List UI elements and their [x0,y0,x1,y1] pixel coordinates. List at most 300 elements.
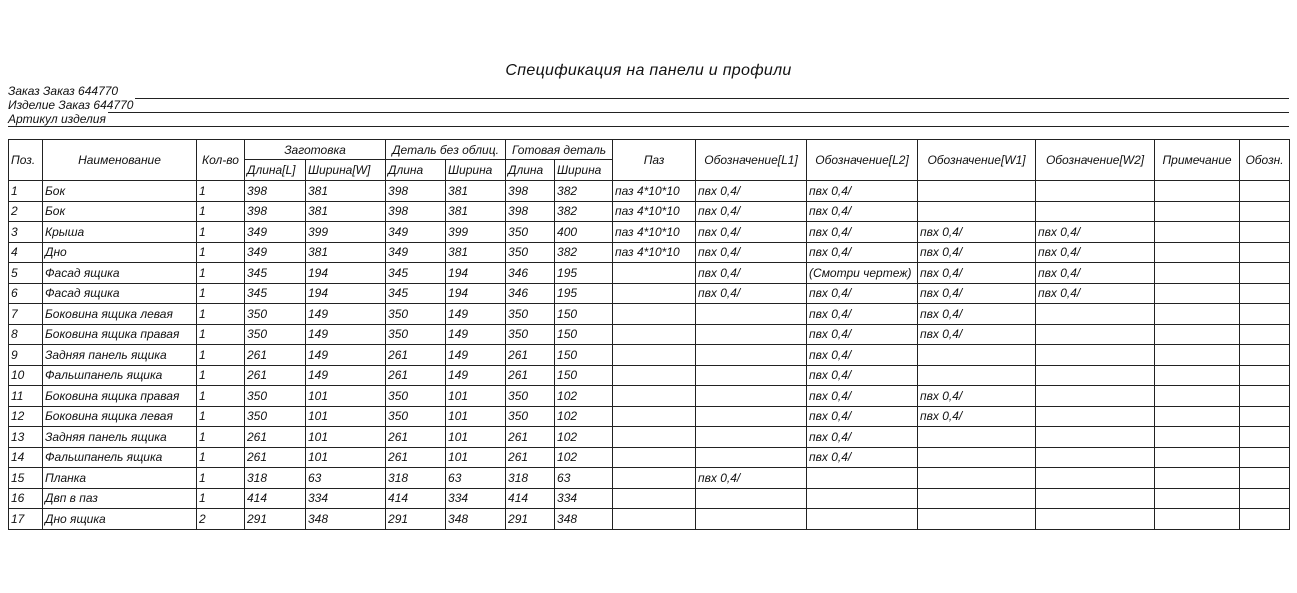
qty-cell: 1 [197,447,245,468]
fin-length-cell: 398 [506,201,555,222]
fin-width-cell: 150 [555,324,613,345]
edge-l2-cell: пвх 0,4/ [807,324,918,345]
header-edge-w2: Обозначение[W2] [1036,140,1155,181]
designation-cell [1240,283,1290,304]
note-cell [1155,304,1240,325]
blank-length-cell: 349 [245,242,306,263]
groove-cell: паз 4*10*10 [613,201,696,222]
edge-w2-cell [1036,427,1155,448]
qty-cell: 1 [197,324,245,345]
edge-w2-cell: пвх 0,4/ [1036,263,1155,284]
groove-cell [613,365,696,386]
header-pos: Поз. [9,140,43,181]
fin-width-cell: 334 [555,488,613,509]
name-cell: Фальшпанель ящика [43,365,197,386]
note-cell [1155,283,1240,304]
blank-length-cell: 291 [245,509,306,530]
blank-width-cell: 334 [306,488,386,509]
edge-l2-cell: пвх 0,4/ [807,283,918,304]
edge-w2-cell [1036,488,1155,509]
name-cell: Дно [43,242,197,263]
blank-length-cell: 398 [245,181,306,202]
article-line [8,113,1289,127]
blank-length-cell: 398 [245,201,306,222]
pos-cell: 5 [9,263,43,284]
fin-width-cell: 400 [555,222,613,243]
blank-width-cell: 348 [306,509,386,530]
pos-cell: 13 [9,427,43,448]
note-cell [1155,201,1240,222]
qty-cell: 1 [197,304,245,325]
name-cell: Дно ящика [43,509,197,530]
edge-w1-cell [918,181,1036,202]
edge-l2-cell: пвх 0,4/ [807,222,918,243]
blank-length-cell: 350 [245,406,306,427]
edge-l2-cell: пвх 0,4/ [807,386,918,407]
edge-w2-cell [1036,345,1155,366]
fin-width-cell: 150 [555,345,613,366]
edge-w1-cell [918,488,1036,509]
edge-w2-cell: пвх 0,4/ [1036,242,1155,263]
edge-l2-cell: пвх 0,4/ [807,201,918,222]
det-length-cell: 350 [386,304,446,325]
qty-cell: 1 [197,263,245,284]
blank-length-cell: 261 [245,447,306,468]
pos-cell: 15 [9,468,43,489]
header-name: Наименование [43,140,197,181]
det-width-cell: 149 [446,324,506,345]
fin-width-cell: 150 [555,365,613,386]
edge-w2-cell [1036,386,1155,407]
blank-length-cell: 345 [245,283,306,304]
edge-w1-cell: пвх 0,4/ [918,324,1036,345]
groove-cell: паз 4*10*10 [613,242,696,263]
table-row [9,386,1290,407]
header-finished: Готовая деталь [506,140,613,160]
header-blank-width: Ширина[W] [306,160,386,181]
edge-l1-cell [696,406,807,427]
edge-w1-cell: пвх 0,4/ [918,222,1036,243]
edge-w1-cell [918,365,1036,386]
edge-l2-cell: пвх 0,4/ [807,304,918,325]
det-width-cell: 149 [446,345,506,366]
edge-l1-cell [696,345,807,366]
blank-width-cell: 149 [306,365,386,386]
edge-l1-cell [696,365,807,386]
blank-width-cell: 194 [306,283,386,304]
fin-width-cell: 348 [555,509,613,530]
groove-cell [613,509,696,530]
fin-length-cell: 261 [506,447,555,468]
groove-cell [613,345,696,366]
header-designation: Обозн. [1240,140,1290,181]
blank-length-cell: 261 [245,427,306,448]
fin-width-cell: 102 [555,447,613,468]
qty-cell: 1 [197,386,245,407]
designation-cell [1240,468,1290,489]
fin-length-cell: 414 [506,488,555,509]
table-body [9,181,1290,530]
pos-cell: 17 [9,509,43,530]
groove-cell [613,263,696,284]
fin-length-cell: 350 [506,324,555,345]
det-length-cell: 291 [386,509,446,530]
note-cell [1155,488,1240,509]
table-row [9,427,1290,448]
blank-width-cell: 149 [306,304,386,325]
edge-l1-cell: пвх 0,4/ [696,242,807,263]
pos-cell: 4 [9,242,43,263]
document-title: Спецификация на панели и профили [505,62,792,79]
header-fin-width: Ширина [555,160,613,181]
fin-length-cell: 291 [506,509,555,530]
edge-l1-cell [696,447,807,468]
note-cell [1155,468,1240,489]
fin-width-cell: 382 [555,201,613,222]
edge-l1-cell [696,509,807,530]
det-length-cell: 261 [386,427,446,448]
edge-w1-cell [918,468,1036,489]
blank-width-cell: 101 [306,406,386,427]
det-width-cell: 399 [446,222,506,243]
blank-length-cell: 318 [245,468,306,489]
edge-w1-cell [918,427,1036,448]
table-row [9,345,1290,366]
edge-l2-cell [807,468,918,489]
pos-cell: 8 [9,324,43,345]
edge-w1-cell [918,447,1036,468]
qty-cell: 1 [197,488,245,509]
groove-cell [613,304,696,325]
det-length-cell: 414 [386,488,446,509]
qty-cell: 1 [197,283,245,304]
table-row [9,181,1290,202]
edge-l1-cell: пвх 0,4/ [696,181,807,202]
name-cell: Планка [43,468,197,489]
det-length-cell: 345 [386,283,446,304]
blank-width-cell: 63 [306,468,386,489]
edge-w1-cell: пвх 0,4/ [918,242,1036,263]
fin-width-cell: 195 [555,283,613,304]
fin-width-cell: 102 [555,386,613,407]
header-qty: Кол-во [197,140,245,181]
pos-cell: 6 [9,283,43,304]
det-length-cell: 345 [386,263,446,284]
article-label: Артикул изделия [8,112,106,126]
det-width-cell: 101 [446,447,506,468]
designation-cell [1240,509,1290,530]
edge-w2-cell [1036,509,1155,530]
blank-width-cell: 381 [306,181,386,202]
pos-cell: 2 [9,201,43,222]
edge-w2-cell [1036,304,1155,325]
designation-cell [1240,386,1290,407]
edge-l2-cell: пвх 0,4/ [807,406,918,427]
det-length-cell: 261 [386,345,446,366]
qty-cell: 1 [197,242,245,263]
det-width-cell: 101 [446,406,506,427]
table-row [9,468,1290,489]
edge-l2-cell: (Смотри чертеж) [807,263,918,284]
blank-length-cell: 349 [245,222,306,243]
edge-w1-cell: пвх 0,4/ [918,283,1036,304]
fin-width-cell: 382 [555,181,613,202]
edge-l2-cell: пвх 0,4/ [807,427,918,448]
det-length-cell: 398 [386,201,446,222]
det-length-cell: 318 [386,468,446,489]
blank-width-cell: 381 [306,201,386,222]
fin-width-cell: 102 [555,406,613,427]
edge-w2-cell: пвх 0,4/ [1036,283,1155,304]
fin-width-cell: 102 [555,427,613,448]
det-length-cell: 350 [386,406,446,427]
note-cell [1155,406,1240,427]
header-edge-l1: Обозначение[L1] [696,140,807,181]
edge-l1-cell [696,304,807,325]
designation-cell [1240,324,1290,345]
fin-length-cell: 350 [506,406,555,427]
blank-width-cell: 381 [306,242,386,263]
blank-width-cell: 149 [306,324,386,345]
table-row [9,324,1290,345]
designation-cell [1240,365,1290,386]
pos-cell: 1 [9,181,43,202]
header-edge-w1: Обозначение[W1] [918,140,1036,181]
header-blank-length: Длина[L] [245,160,306,181]
note-cell [1155,324,1240,345]
designation-cell [1240,263,1290,284]
det-width-cell: 101 [446,386,506,407]
edge-l2-cell: пвх 0,4/ [807,242,918,263]
edge-l1-cell: пвх 0,4/ [696,201,807,222]
pos-cell: 11 [9,386,43,407]
note-cell [1155,263,1240,284]
edge-w1-cell: пвх 0,4/ [918,263,1036,284]
table-row [9,242,1290,263]
table-row [9,365,1290,386]
table-row [9,488,1290,509]
edge-l2-cell: пвх 0,4/ [807,365,918,386]
designation-cell [1240,304,1290,325]
fin-length-cell: 350 [506,222,555,243]
det-length-cell: 349 [386,222,446,243]
blank-width-cell: 101 [306,427,386,448]
blank-length-cell: 345 [245,263,306,284]
note-cell [1155,365,1240,386]
name-cell: Двп в паз [43,488,197,509]
table-row [9,406,1290,427]
pos-cell: 9 [9,345,43,366]
det-width-cell: 63 [446,468,506,489]
det-width-cell: 101 [446,427,506,448]
edge-w1-cell: пвх 0,4/ [918,406,1036,427]
table-row [9,447,1290,468]
edge-w1-cell: пвх 0,4/ [918,304,1036,325]
edge-l1-cell: пвх 0,4/ [696,263,807,284]
note-cell [1155,447,1240,468]
det-width-cell: 381 [446,201,506,222]
blank-length-cell: 261 [245,365,306,386]
pos-cell: 7 [9,304,43,325]
edge-l2-cell: пвх 0,4/ [807,345,918,366]
designation-cell [1240,181,1290,202]
order-label: Заказ Заказ 644770 [8,84,119,98]
table-row [9,509,1290,530]
edge-w2-cell: пвх 0,4/ [1036,222,1155,243]
groove-cell [613,386,696,407]
fin-length-cell: 261 [506,345,555,366]
groove-cell [613,406,696,427]
det-width-cell: 194 [446,263,506,284]
blank-length-cell: 350 [245,324,306,345]
table-row [9,263,1290,284]
edge-w2-cell [1036,365,1155,386]
blank-width-cell: 149 [306,345,386,366]
edge-w1-cell [918,345,1036,366]
name-cell: Фасад ящика [43,283,197,304]
edge-w2-cell [1036,324,1155,345]
qty-cell: 2 [197,509,245,530]
pos-cell: 14 [9,447,43,468]
name-cell: Боковина ящика левая [43,304,197,325]
name-cell: Задняя панель ящика [43,345,197,366]
fin-width-cell: 382 [555,242,613,263]
groove-cell [613,488,696,509]
qty-cell: 1 [197,468,245,489]
det-width-cell: 348 [446,509,506,530]
blank-width-cell: 101 [306,447,386,468]
fin-length-cell: 261 [506,427,555,448]
blank-width-cell: 194 [306,263,386,284]
groove-cell [613,427,696,448]
name-cell: Фасад ящика [43,263,197,284]
note-cell [1155,386,1240,407]
header-det-width: Ширина [446,160,506,181]
groove-cell [613,324,696,345]
header-note: Примечание [1155,140,1240,181]
det-width-cell: 149 [446,304,506,325]
det-length-cell: 350 [386,386,446,407]
qty-cell: 1 [197,365,245,386]
header-groove: Паз [613,140,696,181]
note-cell [1155,509,1240,530]
groove-cell [613,283,696,304]
blank-length-cell: 350 [245,386,306,407]
edge-l1-cell [696,488,807,509]
name-cell: Боковина ящика левая [43,406,197,427]
order-line [8,85,1289,99]
fin-length-cell: 346 [506,283,555,304]
fin-length-cell: 350 [506,304,555,325]
table-row [9,222,1290,243]
designation-cell [1240,345,1290,366]
edge-l1-cell: пвх 0,4/ [696,468,807,489]
header-edge-l2: Обозначение[L2] [807,140,918,181]
det-length-cell: 261 [386,365,446,386]
blank-width-cell: 399 [306,222,386,243]
det-length-cell: 261 [386,447,446,468]
designation-cell [1240,406,1290,427]
blank-length-cell: 350 [245,304,306,325]
fin-length-cell: 318 [506,468,555,489]
note-cell [1155,427,1240,448]
edge-l2-cell [807,488,918,509]
edge-l2-cell: пвх 0,4/ [807,447,918,468]
fin-length-cell: 350 [506,386,555,407]
edge-l1-cell: пвх 0,4/ [696,222,807,243]
groove-cell [613,447,696,468]
name-cell: Крыша [43,222,197,243]
edge-w2-cell [1036,468,1155,489]
designation-cell [1240,427,1290,448]
blank-length-cell: 414 [245,488,306,509]
name-cell: Задняя панель ящика [43,427,197,448]
det-width-cell: 381 [446,181,506,202]
designation-cell [1240,222,1290,243]
fin-length-cell: 346 [506,263,555,284]
name-cell: Боковина ящика правая [43,324,197,345]
edge-l2-cell: пвх 0,4/ [807,181,918,202]
edge-l2-cell [807,509,918,530]
name-cell: Боковина ящика правая [43,386,197,407]
pos-cell: 16 [9,488,43,509]
header-blank: Заготовка [245,140,386,160]
table-header [9,140,1290,181]
note-cell [1155,345,1240,366]
blank-length-cell: 261 [245,345,306,366]
edge-w1-cell [918,509,1036,530]
product-label: Изделие Заказ 644770 [8,98,134,112]
table-row [9,201,1290,222]
det-width-cell: 334 [446,488,506,509]
table-row [9,304,1290,325]
note-cell [1155,181,1240,202]
header-detail-no-facing: Деталь без облиц. [386,140,506,160]
edge-l1-cell [696,324,807,345]
designation-cell [1240,242,1290,263]
groove-cell [613,468,696,489]
header-fin-length: Длина [506,160,555,181]
name-cell: Бок [43,201,197,222]
qty-cell: 1 [197,201,245,222]
note-cell [1155,222,1240,243]
designation-cell [1240,488,1290,509]
designation-cell [1240,201,1290,222]
edge-w1-cell: пвх 0,4/ [918,386,1036,407]
det-width-cell: 149 [446,365,506,386]
edge-w2-cell [1036,406,1155,427]
edge-l1-cell [696,427,807,448]
edge-w1-cell [918,201,1036,222]
edge-l1-cell: пвх 0,4/ [696,283,807,304]
name-cell: Фальшпанель ящика [43,447,197,468]
note-cell [1155,242,1240,263]
det-width-cell: 194 [446,283,506,304]
product-line [8,99,1289,113]
blank-width-cell: 101 [306,386,386,407]
fin-length-cell: 398 [506,181,555,202]
edge-l1-cell [696,386,807,407]
edge-w2-cell [1036,447,1155,468]
designation-cell [1240,447,1290,468]
specification-table [8,139,1290,530]
det-length-cell: 398 [386,181,446,202]
fin-width-cell: 63 [555,468,613,489]
groove-cell: паз 4*10*10 [613,222,696,243]
edge-w2-cell [1036,181,1155,202]
fin-width-cell: 150 [555,304,613,325]
header-det-length: Длина [386,160,446,181]
